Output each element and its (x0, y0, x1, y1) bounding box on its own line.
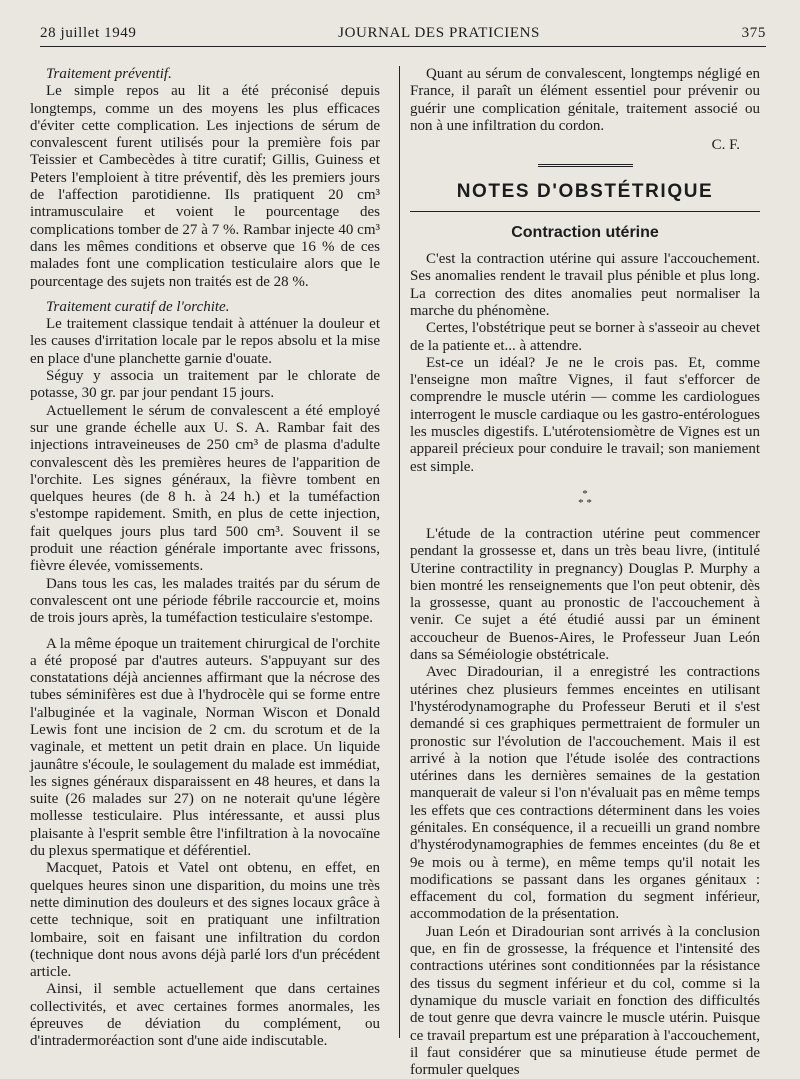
paragraph: Actuellement le sérum de convalescent a été employé sur une grande échelle aux U. S. A. Rambar fait des injections intraveineuses de 250 cm³ de plasma d'adulte convalescent dès les premières heures de l'apparition de l'orchite. Les signes généraux, la fièvre tombent en quelques heures (de 8 h. à 24 h.) et la tuméfaction s'estompe rapidement. Smith, en plus de cette injection, fait quelques jours plus tard 500 cm³. Souvent il se produit une réaction générale importante avec frissons, fièvre élevée, vomissements. (30, 402, 380, 575)
asterism-top: * (582, 487, 588, 500)
paragraph: Quant au sérum de convalescent, longtemps négligé en France, il paraît un élément essentiel pour prévenir ou guérir une complication génitale, traitement associé ou non à une infiltration du cordon. (410, 66, 760, 134)
section-heading-preventive: Traitement préventif. (46, 66, 172, 82)
running-header (40, 22, 766, 44)
left-column (30, 66, 380, 1051)
asterism-bottom: * * (578, 496, 592, 509)
section-title: NOTES D'OBSTÉTRIQUE (456, 181, 714, 203)
column-divider (399, 66, 400, 1038)
paragraph: Juan León et Diradourian sont arrivés à la conclusion que, en fin de grossesse, la fréquence et l'intensité des contractions utérines sont conditionnées par la résistance des tissus du segment inférieur et du col, comme si la dynamique du muscle variait en fonction des difficultés de tout genre que devra vaincre le muscle utérin. Puisque ce travail prepartum est une préparation à l'accouchement, il faut considérer que sa minutieuse étude permet de formuler quelques (410, 923, 760, 1079)
paragraph: Ainsi, il semble actuellement que dans certaines collectivités, et avec certaines formes anormales, les épreuves de déviation du complément, ou d'intradermoréaction sont d'une aide indiscutable. (30, 981, 380, 1050)
paragraph: Séguy y associa un traitement par le chlorate de potasse, 30 gr. par jour pendant 15 jours. (30, 368, 380, 402)
paragraph: Macquet, Patois et Vatel ont obtenu, en effet, en quelques heures sinon une disparition, du moins une très nette diminution des douleurs et des signes locaux grâce à cette technique, soit en pratiquant une infiltration lombaire, soit en faisant une infiltration du cordon (technique dont nous avons déjà parlé lors d'un précédent article. (30, 860, 380, 981)
author-signature: C. F. (711, 137, 740, 154)
page-number: 375 (741, 24, 766, 41)
issue-date: 28 juillet 1949 (40, 24, 137, 41)
asterism (410, 487, 760, 509)
article-title: Contraction utérine (511, 223, 659, 241)
section-rule (410, 211, 760, 212)
paragraph: Dans tous les cas, les malades traités par du sérum de convalescent ont une période fébrile raccourcie et, moins de trois jours après, la tuméfaction testiculaire s'estompe. (30, 575, 380, 627)
double-rule (538, 164, 633, 171)
paragraph: Le traitement classique tendait à atténuer la douleur et les causes d'irritation locale par le repos absolu et la mise en place d'une planchette garnie d'ouate. (30, 316, 380, 367)
paragraph: L'étude de la contraction utérine peut commencer pendant la grossesse et, dans un très beau livre, (intitulé Uterine contractility in pregnancy) Douglas P. Murphy a bien montré les renseignements que l'on peut obtenir, dès la grossesse, quant au pronostic de l'accouchement à venir. Ce sujet a été étudié aussi par un éminent accoucheur de Buenos-Aires, le Professeur Juan León dans sa Séméiologie obstétricale. (410, 525, 760, 664)
paragraph: C'est la contraction utérine qui assure l'accouchement. Ses anomalies rendent le travail plus pénible et plus long. La correction des dites anomalies peut normaliser la marche du phénomène. (410, 251, 760, 319)
paragraph: Est-ce un idéal? Je ne le crois pas. Et, comme l'enseigne mon maître Vignes, il faut s'efforcer de comprendre le muscle utérin — comme les cardiologues interrogent le muscle cardiaque ou les gastro-entérologues les muscles digestifs. L'utérotensiomètre de Vignes est un appareil précieux pour conduire le travail; son maniement est simple. (410, 354, 760, 475)
paragraph: Le simple repos au lit a été préconisé depuis longtemps, comme un des moyens les plus efficaces d'éviter cette complication. Les injections de sérum de convalescent furent utilisés pour la première fois par Teissier et Cambecèdes à titre curatif; Gillis, Guiness et Peters l'emploient à titre préventif, dès les premiers jours de l'affection parotidienne. Ils pratiquent 20 cm³ intramusculaire et voient le pourcentage des complications tomber de 27 à 7 %. Rambar injecte 40 cm³ dans les mêmes conditions et observe que 16 % de ces malades font une complication testiculaire alors que le pourcentage des sujets non traités est de 28 %. (30, 83, 380, 290)
paragraph: A la même époque un traitement chirurgical de l'orchite a été proposé par d'autres auteurs. S'appuyant sur des constatations déjà anciennes affirmant que la nécrose des tubes séminifères est due à l'hydrocèle qui se forme entre l'albuginée et la vaginale, Norman Wiscon et Donald Lewis font une incision de 2 cm. du scrotum et de la vaginale, et mettent un petit drain en place. Un liquide jaunâtre s'écoule, le soulagement du malade est immédiat, les signes généraux disparaissent en 48 heures, et dans la suite (26 malades sur 27) on ne noterait qu'une légère mollesse testiculaire. Plus intéressante, et aussi plus plaisante à l'esprit semble être l'infiltration à la novocaïne du plexus spermatique et déférentiel. (30, 635, 380, 860)
paragraph: Avec Diradourian, il a enregistré les contractions utérines chez plusieurs femmes enceintes en utilisant l'hystérodynamographe du Professeur Beruti et il s'est demandé si ces graphiques permettraient de formuler un pronostic sur l'évolution de l'accouchement. Mais il est arrivé à la notion que l'étude isolée des contractions utérines dans les dernières semaines de la gestation manquerait de valeur si l'on n'évaluait pas en même temps les effets que ces contractions déterminent dans les voies génitales. En conséquence, il a recueilli un grand nombre d'hystérodynamographies de femmes enceintes (du 8e et 9e mois ou à terme), en même temps qu'il notait les modifications se passant dans les organes génitaux : effacement du col, formation du segment inférieur, accommodation de la présentation. (410, 664, 760, 923)
right-column (410, 66, 760, 1079)
section-heading-curative: Traitement curatif de l'orchite. (46, 298, 230, 315)
journal-title: JOURNAL DES PRATICIENS (338, 24, 540, 41)
header-rule (40, 46, 766, 47)
paragraph: Certes, l'obstétrique peut se borner à s'asseoir au chevet de la patiente et... à attendre. (410, 320, 760, 354)
